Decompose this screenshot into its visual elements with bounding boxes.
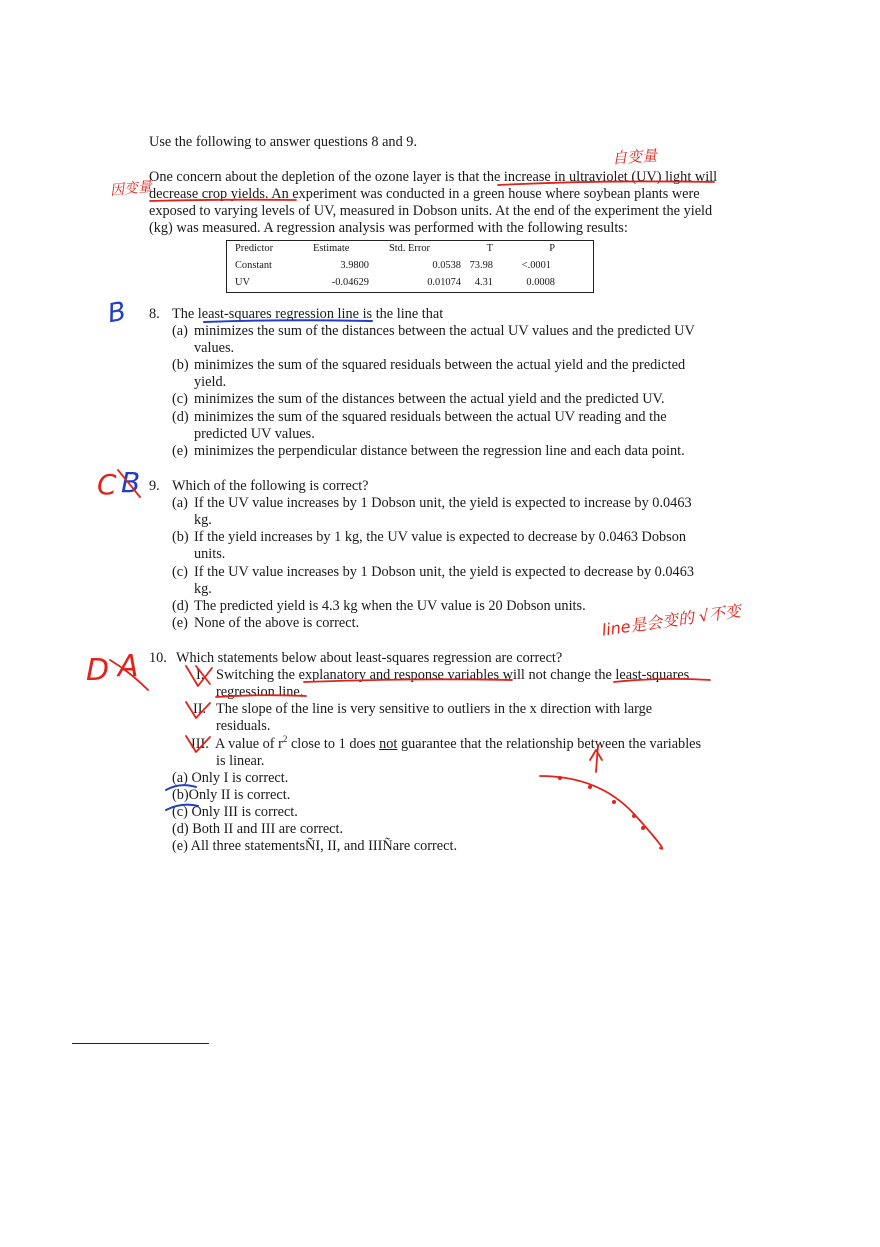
q10-statement-3-label: III. <box>191 736 209 752</box>
q9-option-d: The predicted yield is 4.3 kg when the UV value is 20 Dobson units. <box>194 598 586 614</box>
q10-option-e: (e) All three statementsÑI, II, and IIIÑare correct. <box>172 838 458 854</box>
q9-option-b: If the yield increases by 1 kg, the UV value is expected to decrease by 0.0463 Dobson <box>194 529 687 545</box>
q10-option-c: (c) Only III is correct. <box>172 804 298 820</box>
q9-option-b-cont: units. <box>194 546 226 562</box>
sketch-point <box>588 785 592 789</box>
annotation-q8-answer: B <box>105 296 129 330</box>
sketch-curve <box>540 776 662 849</box>
q9-stem: Which of the following is correct? <box>172 478 369 494</box>
intro-line: Use the following to answer questions 8 and 9. <box>149 134 418 150</box>
q10-statement-1-cont: regression line. <box>216 684 304 700</box>
col-estimate: Estimate <box>313 243 350 255</box>
strike-q10-option-c <box>166 805 198 810</box>
annotation-q9-struck: B <box>121 466 141 499</box>
q8-option-e-label: (e) <box>172 443 188 459</box>
q10-stem: Which statements below about least-squares regression are correct? <box>176 650 563 666</box>
q10-statement-2: The slope of the line is very sensitive to outliers in the x direction with large <box>216 701 653 717</box>
table-cell: 73.98 <box>469 260 493 272</box>
underline-uv-light <box>498 181 714 185</box>
q9-option-c-cont: kg. <box>194 581 212 597</box>
passage-text: One concern about the depletion of the ozone layer is that the increase in ultraviolet (UV) light will decrease crop yields. An experiment was conducted in a green house where soybean plants were exposed to varying levels of UV, measured in Dobson units. At the end of the experiment the yield (kg) was measured. A regression analysis was performed with the following results: <box>149 169 718 236</box>
q8-option-d: minimizes the sum of the squared residuals between the actual UV reading and the <box>194 409 667 425</box>
q9-option-d-label: (d) <box>172 598 189 614</box>
underline-crop-yields <box>150 200 296 201</box>
q10-statement-1: Switching the explanatory and response variables will not change the least-squares <box>216 667 690 683</box>
q9-option-b-label: (b) <box>172 529 189 545</box>
sketch-point <box>632 814 636 818</box>
q9-option-e: None of the above is correct. <box>194 615 360 631</box>
q10-statement-2-label: II. <box>193 701 207 717</box>
sketch-point <box>558 776 562 780</box>
table-cell: <.0001 <box>521 260 551 272</box>
annotation-independent-var: 自变量 <box>611 146 658 168</box>
q10-statement-3-cont: is linear. <box>216 753 265 769</box>
table-cell: -0.04629 <box>331 277 369 289</box>
q10-option-d: (d) Both II and III are correct. <box>172 821 344 837</box>
strike-q10-i <box>196 666 210 684</box>
q8-option-a-cont: values. <box>194 340 235 356</box>
annotation-q9-answer: C <box>97 468 117 501</box>
annotation-q10-answer: D <box>86 653 110 688</box>
strike-q10-a <box>110 660 148 690</box>
q10-number: 10. <box>149 650 167 666</box>
table-cell: 3.9800 <box>340 260 369 272</box>
strike-q10-option-b <box>166 785 196 790</box>
arrow-stem <box>596 745 598 772</box>
q8-stem: The least-squares regression line is the line that <box>172 306 444 322</box>
check-q10-iii <box>186 736 210 752</box>
q8-option-d-label: (d) <box>172 409 189 425</box>
strike-q9-b <box>118 470 140 497</box>
q8-option-a: minimizes the sum of the distances between the actual UV values and the predicted UV <box>194 323 695 339</box>
q8-option-b-cont: yield. <box>194 374 227 390</box>
table-cell: UV <box>235 277 251 289</box>
q8-option-b-label: (b) <box>172 357 189 373</box>
q9-option-a: If the UV value increases by 1 Dobson unit, the yield is expected to increase by 0.0463 <box>194 495 692 511</box>
col-stderror: Std. Error <box>389 243 430 255</box>
q8-option-d-cont: predicted UV values. <box>194 426 315 442</box>
q9-option-a-label: (a) <box>172 495 188 511</box>
q10-option-a: (a) Only I is correct. <box>172 770 289 786</box>
annotation-margin-note: line是会变的 √不变 <box>600 601 742 640</box>
col-p: P <box>549 243 555 255</box>
underline-explanatory <box>304 679 512 682</box>
q10-option-b: (b)Only II is correct. <box>172 787 291 803</box>
arrow-head <box>590 750 602 760</box>
underline-least-squares <box>614 679 710 682</box>
q9-option-a-cont: kg. <box>194 512 212 528</box>
table-cell: Constant <box>235 260 272 272</box>
table-cell: 0.0538 <box>432 260 461 272</box>
q8-option-c: minimizes the sum of the distances between the actual yield and the predicted UV. <box>194 391 665 407</box>
annotation-q10-struck: A <box>118 649 139 684</box>
q9-number: 9. <box>149 478 160 494</box>
table-cell: 0.01074 <box>427 277 461 289</box>
underline-lsrl <box>204 320 372 322</box>
check-q10-ii <box>186 702 210 718</box>
q10-statement-1-label: I. <box>196 667 205 683</box>
q8-option-a-label: (a) <box>172 323 188 339</box>
sketch-point <box>612 800 616 804</box>
q9-option-e-label: (e) <box>172 615 188 631</box>
q8-option-b: minimizes the sum of the squared residuals between the actual yield and the predicted <box>194 357 686 373</box>
col-predictor: Predictor <box>235 243 274 255</box>
table-cell: 4.31 <box>474 277 493 289</box>
col-t: T <box>486 243 493 255</box>
underline-regression-line <box>216 695 306 697</box>
q9-option-c: If the UV value increases by 1 Dobson unit, the yield is expected to decrease by 0.0463 <box>194 564 694 580</box>
q9-option-c-label: (c) <box>172 564 188 580</box>
sketch-point <box>641 826 645 830</box>
q8-option-e: minimizes the perpendicular distance between the regression line and each data point. <box>194 443 685 459</box>
q10-statement-2-cont: residuals. <box>216 718 271 734</box>
q8-number: 8. <box>149 306 160 322</box>
q10-statement-3: A value of $r^2$ close to 1 does not guarantee that the relationship between the variables <box>215 734 702 752</box>
table-cell: 0.0008 <box>526 277 555 289</box>
annotation-dependent-var: 因变量 <box>109 178 153 200</box>
q8-option-c-label: (c) <box>172 391 188 407</box>
